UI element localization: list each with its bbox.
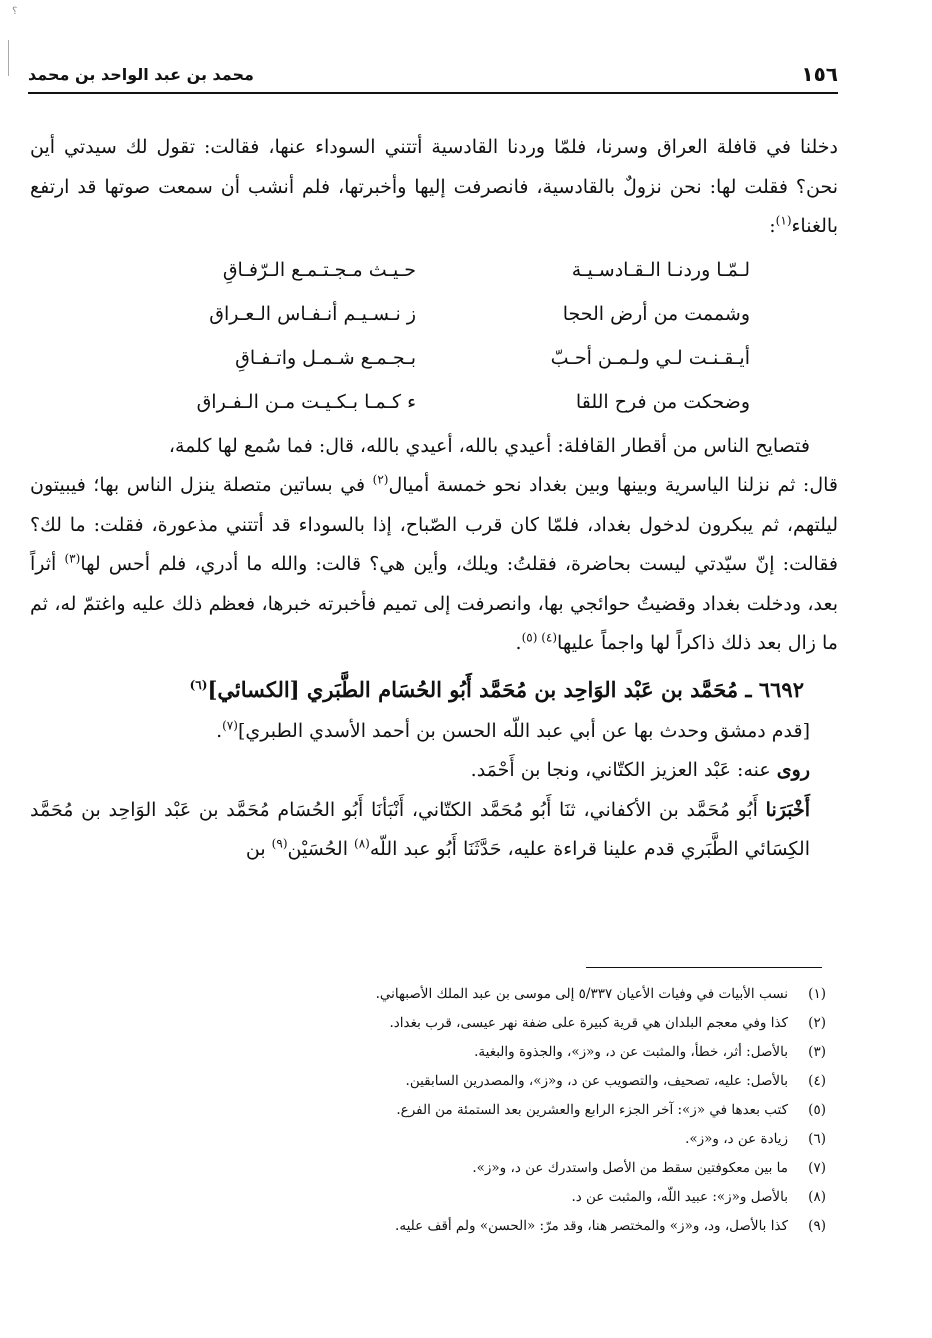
entry-heading — [30, 668, 838, 712]
verse-second-hemistich: بـجـمـع شـمـل واتـفـاقِ — [235, 346, 416, 369]
isnad-text: أَبُو مُحَمَّد بن الأكفاني، ثنَا أَبُو مُحَمَّد الكتّاني، أَنْبَأنَا أَبُو الحُسَام مُحَمَّد بن عَبْد الوَاحِد بن مُحَمَّد الكِسَائي الطَّبَري قدم علينا قراءة عليه، حَدَّثَنَا أَبُو عبد اللّه — [30, 798, 810, 860]
punctuation: . — [515, 632, 522, 654]
isnad-text: بن — [245, 838, 272, 860]
verse-first-hemistich: لـمّـا وردنـا الـقـادسـيـة — [571, 258, 750, 281]
poem — [30, 249, 838, 425]
paragraph-text: قال: ثم نزلنا الياسرية وبينها وبين بغداد نحو خمسة أميال — [388, 474, 838, 496]
footnote-ref: (٤) (٥) — [521, 630, 558, 645]
paragraph-2: فتصايح الناس من أقطار القافلة: أعيدي بالله، أعيدي بالله، قال: فما سُمع لها كلمة، — [168, 434, 810, 457]
poem-verse — [30, 381, 838, 425]
footnote — [180, 980, 826, 1009]
footnote — [180, 1183, 826, 1212]
margin-mark: ؟ — [12, 6, 18, 17]
footnote-number: (١) — [808, 986, 826, 1002]
footnote — [180, 1125, 826, 1154]
footnote — [180, 1096, 826, 1125]
footnote-number: (٦) — [808, 1131, 826, 1147]
footnotes — [180, 980, 826, 1241]
margin-line — [8, 40, 9, 76]
footnote-ref: (٩) — [271, 836, 288, 851]
footnote-text: بالأصل و«ز»: عبيد اللّه، والمثبت عن د. — [571, 1189, 788, 1205]
footnote — [180, 1009, 826, 1038]
isnad-text: الحُسَيْن — [287, 838, 355, 860]
isnad-paragraph — [30, 791, 838, 870]
narrators-line — [30, 751, 838, 791]
footnote-ref: (٨) — [354, 836, 370, 851]
keyword-rawa: روى — [776, 759, 810, 781]
verse-second-hemistich: ء كـمـا بـكـيـت مـن الـفـراق — [196, 390, 416, 413]
footnote-separator — [586, 967, 822, 968]
footnote-text: نسب الأبيات في وفيات الأعيان ٥/٣٣٧ إلى موسى بن عبد الملك الأصبهاني. — [375, 986, 788, 1002]
main-text — [30, 128, 838, 870]
running-head: محمد بن عبد الواحد بن محمد — [28, 64, 254, 84]
verse-first-hemistich: وضحكت من فرح اللقا — [575, 390, 750, 413]
entry-title-text: ٦٦٩٢ ـ مُحَمَّد بن عَبْد الوَاحِد بن مُحَمَّد أَبُو الحُسَام الطَّبَري [الكسائي] — [207, 676, 804, 702]
verse-first-hemistich: أيـقـنـت لـي ولـمـن أحـبّ — [550, 346, 750, 369]
keyword-akhbarana: أَخْبَرَنا — [765, 798, 810, 821]
punctuation: . — [216, 719, 223, 742]
bracket-line — [30, 712, 838, 752]
narrators-text: عنه: عَبْد العزيز الكتّاني، ونجا بن أَحْمَد. — [470, 759, 777, 781]
poem-verse — [30, 293, 838, 337]
footnote-text: زيادة عن د، و«ز». — [685, 1131, 788, 1147]
footnote-text: بالأصل: أثر، خطأ، والمثبت عن د، و«ز»، والجذوة والبغية. — [474, 1044, 788, 1060]
paragraph-text: في بساتين متصلة ينزل الناس بها؛ فيبيتون ليلتهم، ثم يبكرون لدخول بغداد، فلمّا كان قرب الصّباح، إذا بالسوداء قد أتتني مذعورة، فقلت: ما لك؟ فقالت: إنّ سيّدتي ليست بحاضرة، فقلتُ: ويلك، وأين هي؟ قالت: والله ما أدري، فلم أحس لها — [30, 474, 839, 575]
paragraph-text: أثراً بعد، ودخلت بغداد وقضيتُ حوائجي بها، وانصرفت إلى تميم فأخبرته خبرها، فعظم ذلك عليه واغتمّ له، ثم ما زال بعد ذلك ذاكراً لها واجماً عليها — [30, 553, 838, 654]
verse-second-hemistich: حـيـث مـجـتـمـع الـرّفـاقِ — [222, 258, 416, 281]
punctuation: : — [769, 215, 776, 237]
page-number: ١٥٦ — [801, 62, 838, 86]
footnote — [180, 1212, 826, 1241]
page-header — [28, 56, 838, 94]
footnote — [180, 1154, 826, 1183]
footnote-ref: (٢) — [372, 472, 389, 487]
footnote-number: (٣) — [808, 1044, 826, 1060]
footnote-number: (٩) — [808, 1218, 826, 1234]
footnote-number: (٤) — [808, 1073, 826, 1089]
footnote-ref: (١) — [775, 213, 792, 228]
footnote-ref: (٧) — [222, 718, 238, 733]
footnote — [180, 1067, 826, 1096]
paragraph-text: دخلنا في قافلة العراق وسرنا، فلمّا وردنا القادسية أتتني السوداء عنها، فقالت: تقول لك سيدتي أين نحن؟ فقلت لها: نحن نزولٌ بالقادسية، فانصرفت إليها وأخبرتها، فلم أنشب أن سمعت صوتها قد ارتفع بالغناء — [30, 136, 838, 237]
bracket-text: [قدم دمشق وحدث بها عن أبي عبد اللّه الحسن بن أحمد الأسدي الطبري] — [237, 719, 810, 742]
verse-first-hemistich: وشممت من أرض الحجا — [562, 302, 750, 325]
footnote-ref: (٦) — [189, 677, 208, 692]
footnote-text: كتب بعدها في «ز»: آخر الجزء الرابع والعشرين بعد الستمئة من الفرع. — [396, 1102, 788, 1118]
footnote-number: (٥) — [808, 1102, 826, 1118]
footnote-text: كذا بالأصل، ود، و«ز» والمختصر هنا، وقد مرّ: «الحسن» ولم أقف عليه. — [395, 1218, 788, 1234]
paragraph-3 — [30, 466, 838, 664]
footnote-number: (٧) — [808, 1160, 826, 1176]
verse-second-hemistich: ز نـسـيـم أنـفـاس الـعـراق — [209, 302, 416, 325]
poem-verse — [30, 337, 838, 381]
footnote-text: بالأصل: عليه، تصحيف، والتصويب عن د، و«ز»، والمصدرين السابقين. — [405, 1073, 788, 1089]
footnote-number: (٨) — [808, 1189, 826, 1205]
paragraph-1 — [30, 128, 838, 247]
poem-verse — [30, 249, 838, 293]
footnote-number: (٢) — [808, 1015, 826, 1031]
footnote-ref: (٣) — [64, 551, 81, 566]
footnote-text: كذا وفي معجم البلدان هي قرية كبيرة على ضفة نهر عيسى، قرب بغداد. — [389, 1015, 788, 1031]
footnote-text: ما بين معكوفتين سقط من الأصل واستدرك عن د، و«ز». — [472, 1160, 788, 1176]
footnote — [180, 1038, 826, 1067]
